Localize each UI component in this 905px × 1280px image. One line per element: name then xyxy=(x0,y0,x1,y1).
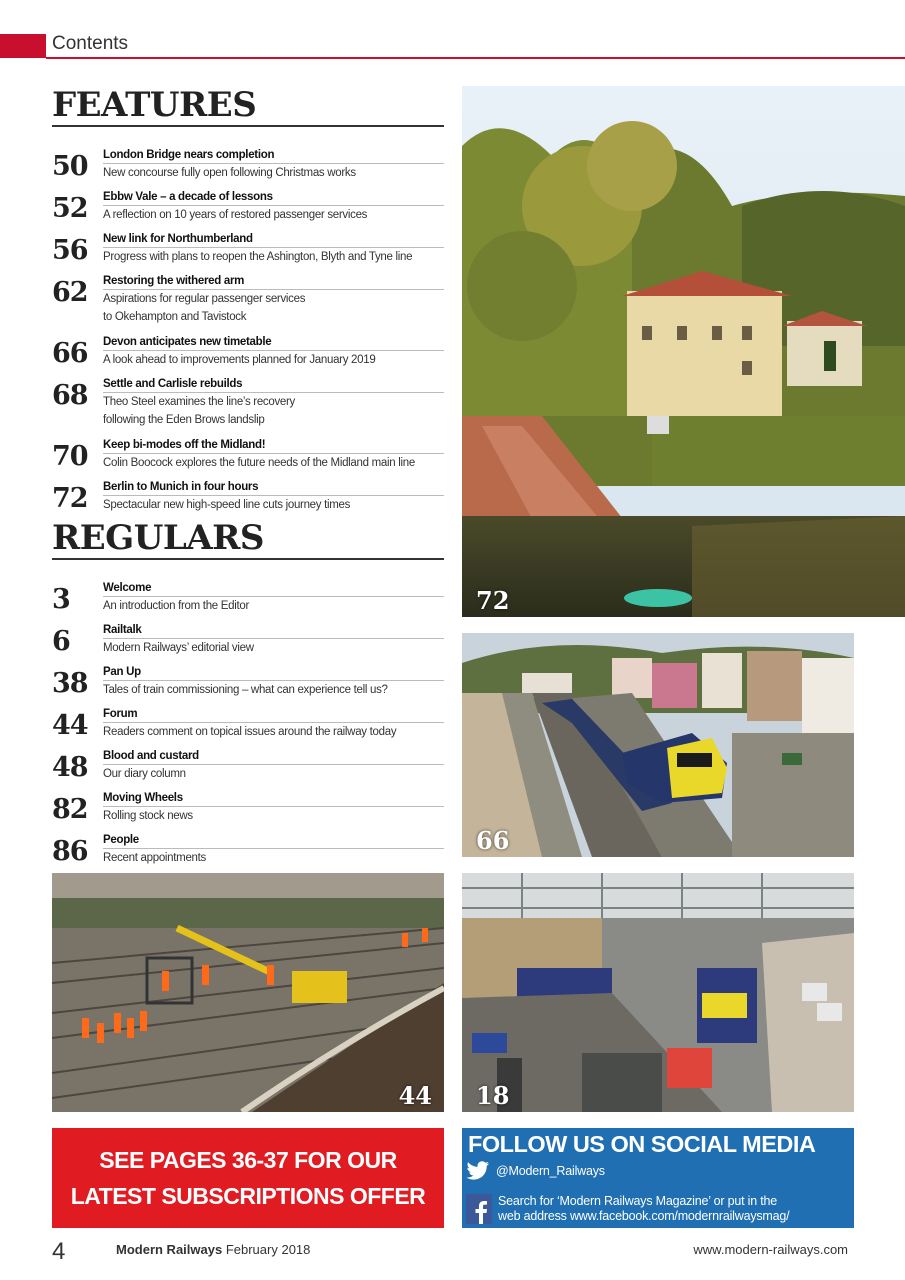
entry-title: People xyxy=(103,833,444,849)
features-entry[interactable] xyxy=(52,229,444,271)
features-section xyxy=(52,86,444,519)
entry-title: New link for Northumberland xyxy=(103,232,444,248)
subscription-banner[interactable] xyxy=(52,1128,444,1228)
facebook-icon xyxy=(466,1194,492,1224)
entry-title: Forum xyxy=(103,707,444,723)
entry-title: Keep bi-modes off the Midland! xyxy=(103,438,444,454)
page-number: 4 xyxy=(52,1238,66,1265)
regulars-section xyxy=(52,519,444,872)
page-reference: 52 xyxy=(52,193,88,224)
entry-description: New concourse fully open following Christmas works xyxy=(103,167,356,179)
facebook-row[interactable] xyxy=(466,1194,789,1224)
regulars-entry[interactable] xyxy=(52,704,444,746)
entry-description: Recent appointments xyxy=(103,852,206,864)
entry-text xyxy=(103,749,444,783)
entry-description: Aspirations for regular passenger services xyxy=(103,293,306,305)
entry-title: Settle and Carlisle rebuilds xyxy=(103,377,444,393)
river-photo[interactable] xyxy=(462,86,905,617)
entry-description: Spectacular new high-speed line cuts journey times xyxy=(103,499,351,511)
entry-description: Tales of train commissioning – what can experience tell us? xyxy=(103,684,388,696)
station-photo-page-number: 18 xyxy=(476,1081,510,1110)
train-photo[interactable] xyxy=(462,633,854,857)
entry-text xyxy=(103,623,444,657)
entry-title: Devon anticipates new timetable xyxy=(103,335,444,351)
social-media-box xyxy=(462,1128,854,1228)
features-entry[interactable] xyxy=(52,435,444,477)
entry-text xyxy=(103,377,444,429)
entry-description: Progress with plans to reopen the Ashington, Blyth and Tyne line xyxy=(103,251,413,263)
page-reference: 72 xyxy=(52,483,88,514)
twitter-handle: @Modern_Railways xyxy=(496,1163,605,1178)
entry-text xyxy=(103,190,444,224)
regulars-entry[interactable] xyxy=(52,620,444,662)
entry-title: Blood and custard xyxy=(103,749,444,765)
regulars-entry[interactable] xyxy=(52,662,444,704)
page-reference: 3 xyxy=(52,584,70,615)
works-photo[interactable] xyxy=(52,873,444,1112)
entry-title: Moving Wheels xyxy=(103,791,444,807)
entry-description: to Okehampton and Tavistock xyxy=(103,311,247,323)
regulars-heading: REGULARS xyxy=(52,519,444,560)
page-reference: 66 xyxy=(52,338,88,369)
entry-description: Theo Steel examines the line’s recovery xyxy=(103,396,295,408)
features-entry[interactable] xyxy=(52,187,444,229)
entry-description: An introduction from the Editor xyxy=(103,600,250,612)
entry-text xyxy=(103,791,444,825)
regulars-entry[interactable] xyxy=(52,788,444,830)
page-reference: 6 xyxy=(52,626,70,657)
entry-text xyxy=(103,274,444,326)
facebook-text xyxy=(498,1194,789,1224)
entry-text xyxy=(103,707,444,741)
entry-description: Modern Railways’ editorial view xyxy=(103,642,254,654)
entry-description: A reflection on 10 years of restored passenger services xyxy=(103,209,368,221)
entry-description: following the Eden Brows landslip xyxy=(103,414,265,426)
entry-text xyxy=(103,232,444,266)
entry-title: Berlin to Munich in four hours xyxy=(103,480,444,496)
features-list xyxy=(52,145,444,519)
features-entry[interactable] xyxy=(52,271,444,332)
footer-magazine xyxy=(116,1242,310,1257)
page-reference: 62 xyxy=(52,277,88,308)
regulars-entry[interactable] xyxy=(52,578,444,620)
issue-date: February 2018 xyxy=(225,1242,311,1257)
river-photo-page-number: 72 xyxy=(476,586,510,615)
entry-title: Railtalk xyxy=(103,623,444,639)
regulars-entry[interactable] xyxy=(52,830,444,872)
header-rule xyxy=(46,57,905,59)
section-label: Contents xyxy=(52,33,129,54)
entry-text xyxy=(103,148,444,182)
subscription-line-1: SEE PAGES 36-37 FOR OUR xyxy=(99,1147,397,1173)
entry-title: Welcome xyxy=(103,581,444,597)
magazine-name: Modern Railways xyxy=(116,1242,223,1257)
entry-title: Restoring the withered arm xyxy=(103,274,444,290)
page-reference: 70 xyxy=(52,441,88,472)
entry-description: Colin Boocock explores the future needs of the Midland main line xyxy=(103,457,415,469)
twitter-row[interactable] xyxy=(466,1161,605,1181)
features-entry[interactable] xyxy=(52,145,444,187)
page-reference: 48 xyxy=(52,752,88,783)
footer-url[interactable]: www.modern-railways.com xyxy=(693,1242,848,1257)
train-photo-page-number: 66 xyxy=(476,826,510,855)
entry-text xyxy=(103,438,444,472)
page-reference: 50 xyxy=(52,151,88,182)
twitter-icon xyxy=(466,1161,490,1181)
entry-title: Ebbw Vale – a decade of lessons xyxy=(103,190,444,206)
entry-description: A look ahead to improvements planned for January 2019 xyxy=(103,354,376,366)
entry-description: Readers comment on topical issues around the railway today xyxy=(103,726,397,738)
regulars-entry[interactable] xyxy=(52,746,444,788)
features-entry[interactable] xyxy=(52,374,444,435)
entry-text xyxy=(103,335,444,369)
features-entry[interactable] xyxy=(52,477,444,519)
page-reference: 56 xyxy=(52,235,88,266)
station-photo[interactable] xyxy=(462,873,854,1112)
entry-title: Pan Up xyxy=(103,665,444,681)
regulars-list xyxy=(52,578,444,872)
page-reference: 38 xyxy=(52,668,88,699)
entry-text xyxy=(103,480,444,514)
entry-text xyxy=(103,665,444,699)
entry-text xyxy=(103,581,444,615)
facebook-line-2: web address www.facebook.com/modernrailwaysmag/ xyxy=(498,1209,790,1223)
works-photo-page-number: 44 xyxy=(398,1081,432,1110)
facebook-line-1: Search for ‘Modern Railways Magazine’ or put in the xyxy=(498,1194,778,1208)
features-heading: FEATURES xyxy=(52,86,444,127)
entry-description: Rolling stock news xyxy=(103,810,193,822)
entry-text xyxy=(103,833,444,867)
subscription-line-2: LATEST SUBSCRIPTIONS OFFER xyxy=(70,1183,426,1209)
entry-description: Our diary column xyxy=(103,768,186,780)
page-reference: 44 xyxy=(52,710,88,741)
entry-title: London Bridge nears completion xyxy=(103,148,444,164)
features-entry[interactable] xyxy=(52,332,444,374)
social-title: FOLLOW US ON SOCIAL MEDIA xyxy=(468,1131,816,1157)
page-reference: 68 xyxy=(52,380,88,411)
page-reference: 86 xyxy=(52,836,88,867)
page-reference: 82 xyxy=(52,794,88,825)
header-accent-block xyxy=(0,34,46,58)
